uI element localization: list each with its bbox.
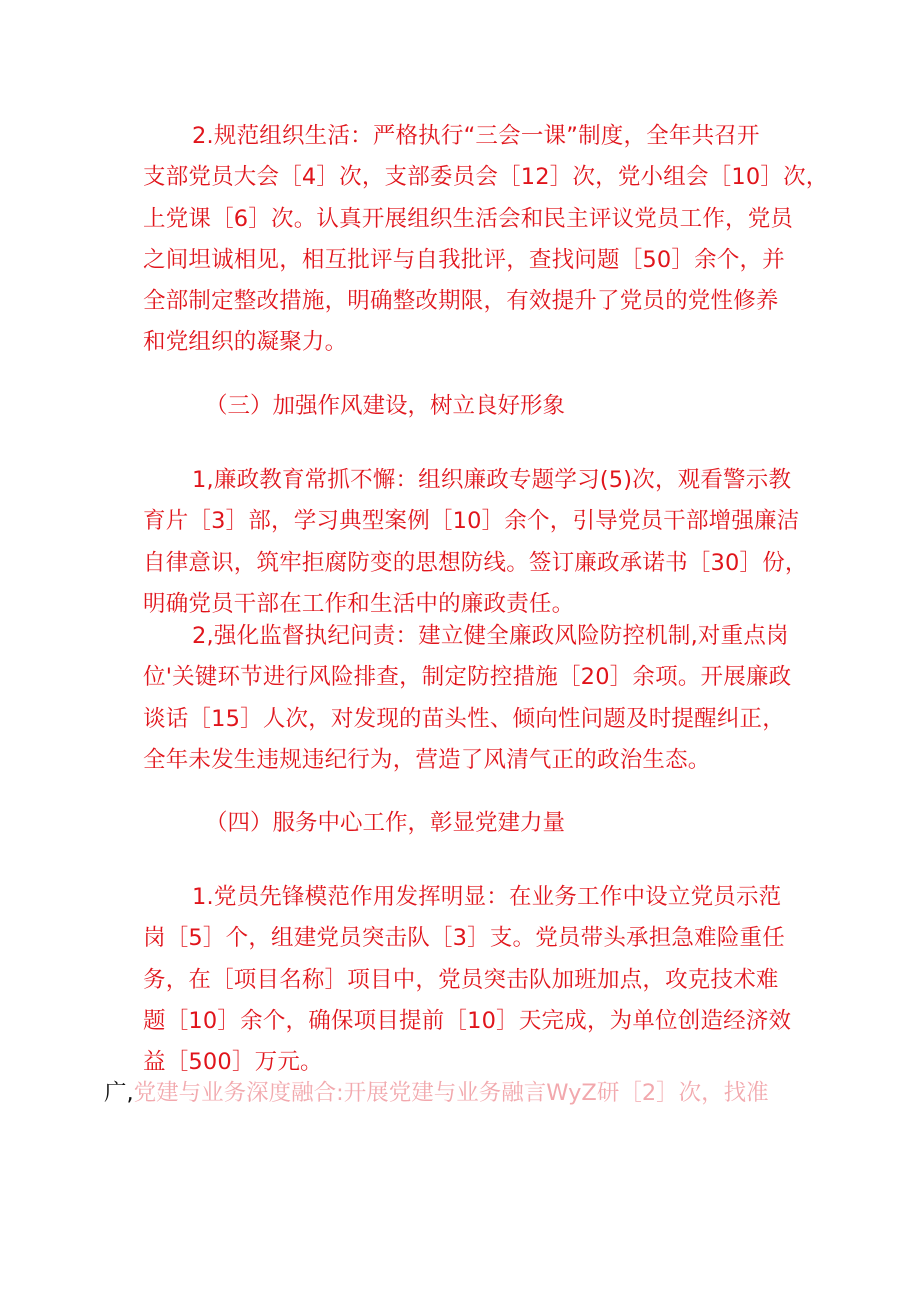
section-heading-4: （四）服务中心工作，彰显党建力量 — [205, 810, 566, 836]
text-line: 全年未发生违规违纪行为，营造了风清气正的政治生态。 — [143, 746, 711, 773]
paragraph-supervision — [143, 616, 803, 781]
text-line: 上党课［6］次。认真开展组织生活会和民主评议党员工作，党员 — [143, 205, 794, 232]
text-line: 2,强化监督执纪问责：建立健全廉政风险防控机制,对重点岗 — [192, 623, 789, 649]
text-line: 位'关键环节进行风险排查，制定防控措施［20］余项。开展廉政 — [143, 664, 792, 691]
text-line: 和党组织的凝聚力。 — [143, 329, 348, 356]
text-line: 育片［3］部，学习典型案例［10］余个，引导党员干部增强廉洁 — [143, 508, 800, 535]
text-line: 谈话［15］人次，对发现的苗头性、倾向性问题及时提醒纠正， — [143, 705, 785, 732]
text-line: 2.规范组织生活：严格执行“三会一课”制度，全年共召开 — [192, 123, 760, 149]
text-line: 全部制定整改措施，明确整改期限，有效提升了党员的党性修养 — [143, 288, 779, 315]
text-line: 之间坦诚相见，相互批评与自我批评，查找问题［50］余个，并 — [143, 246, 785, 273]
text-line: 1,廉政教育常抓不懈：组织廉政专题学习(5)次，观看警示教 — [192, 467, 792, 493]
faded-text-line: 党建与业务深度融合:开展党建与业务融言WyZ研［2］次，找准 — [133, 1080, 769, 1106]
paragraph-organization-life — [143, 116, 829, 364]
text-line: 明确党员干部在工作和生活中的廉政责任。 — [143, 590, 575, 617]
text-line: 题［10］余个，确保项目提前［10］天完成，为单位创造经济效 — [143, 1007, 792, 1034]
text-line: 支部党员大会［4］次，支部委员会［12］次，党小组会［10］次， — [143, 164, 829, 191]
paragraph-integration-partial — [104, 1073, 769, 1113]
text-line: 岗［5］个，组建党员突击队［3］支。党员带头承担急难险重任 — [143, 925, 785, 952]
list-marker: 广, — [104, 1080, 134, 1106]
paragraph-integrity-education — [143, 460, 808, 625]
text-line: 自律意识，筑牢拒腐防变的思想防线。签订廉政承诺书［30］份， — [143, 549, 808, 576]
text-line: 1.党员先锋模范作用发挥明显：在业务工作中设立党员示范 — [192, 884, 782, 910]
text-line: 益［500］万元。 — [143, 1049, 323, 1076]
paragraph-vanguard-role — [143, 877, 803, 1083]
text-line: 务，在［项目名称］项目中，党员突击队加班加点，攻克技术难 — [143, 966, 779, 993]
section-heading-3: （三）加强作风建设，树立良好形象 — [205, 393, 566, 419]
